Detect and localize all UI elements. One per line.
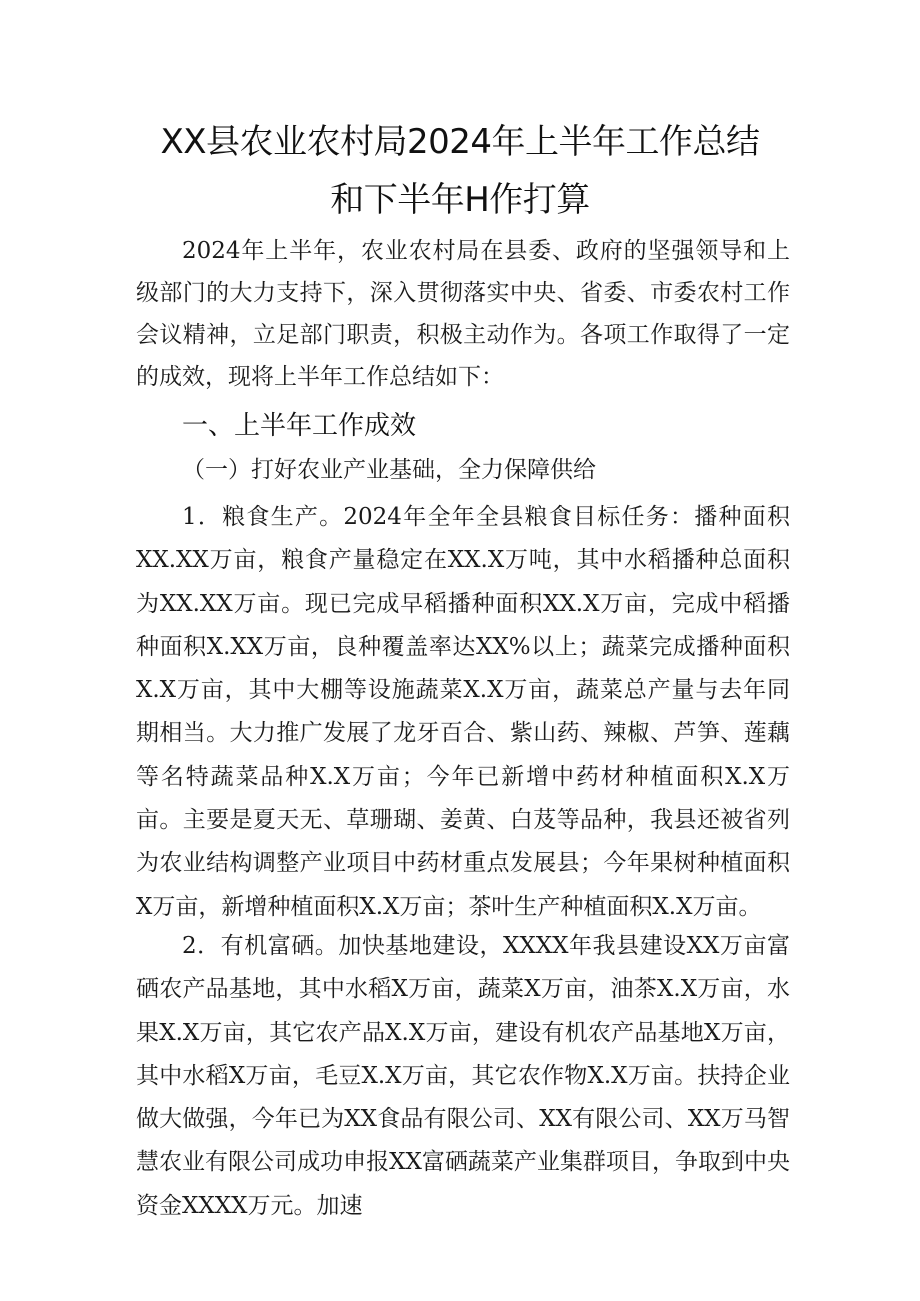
item-organic-selenium: 2．有机富硒。加快基地建设，XXXX年我县建设XX万亩富硒农产品基地，其中水稻X万亩，蔬菜X万亩，油茶X.X万亩，水果X.X万亩，其它农产品X.X万亩，建设有机农产品基地X万亩，其中水稻X万亩，毛豆X.X万亩，其它农作物X.X万亩。扶持企业做大做强，今年已为XX食品有限公司、XX有限公司、XX万马智慧农业有限公司成功申报XX富硒蔬菜产业集群项目，争取到中央资金XXXX万元。加速 <box>136 933 790 1219</box>
intro-paragraph: 2024年上半年，农业农村局在县委、政府的坚强领导和上级部门的大力支持下，深入贯彻落实中央、省委、市委农村工作会议精神，立足部门职责，积极主动作为。各项工作取得了一定的成效，现将上半年工作总结如下： <box>136 238 790 390</box>
item-grain-production: 1．粮食生产。2024年全年全县粮食目标任务：播种面积XX.XX万亩，粮食产量稳定在XX.X万吨，其中水稻播种总面积为XX.XX万亩。现已完成早稻播种面积XX.X万亩，完成中稻播种面积X.XX万亩，良种覆盖率达XX%以上；蔬菜完成播种面积X.X万亩，其中大棚等设施蔬菜X.X万亩，蔬菜总产量与去年同期相当。大力推广发展了龙牙百合、紫山药、辣椒、芦笋、莲藕等名特蔬菜品种X.X万亩；今年已新增中药材种植面积X.X万亩。主要是夏天无、草珊瑚、姜黄、白芨等品种，我县还被省列为农业结构调整产业项目中药材重点发展县；今年果树种植面积X万亩，新增种植面积X.X万亩；茶叶生产种植面积X.X万亩。 <box>136 504 790 920</box>
document-title-line1: XX县农业农村局2024年上半年工作总结 <box>160 122 760 162</box>
document-title-line2: 和下半年H作打算 <box>330 180 590 220</box>
subsection-heading: （一）打好农业产业基础，全力保障供给 <box>182 457 596 483</box>
section-heading: 一、上半年工作成效 <box>182 411 417 441</box>
